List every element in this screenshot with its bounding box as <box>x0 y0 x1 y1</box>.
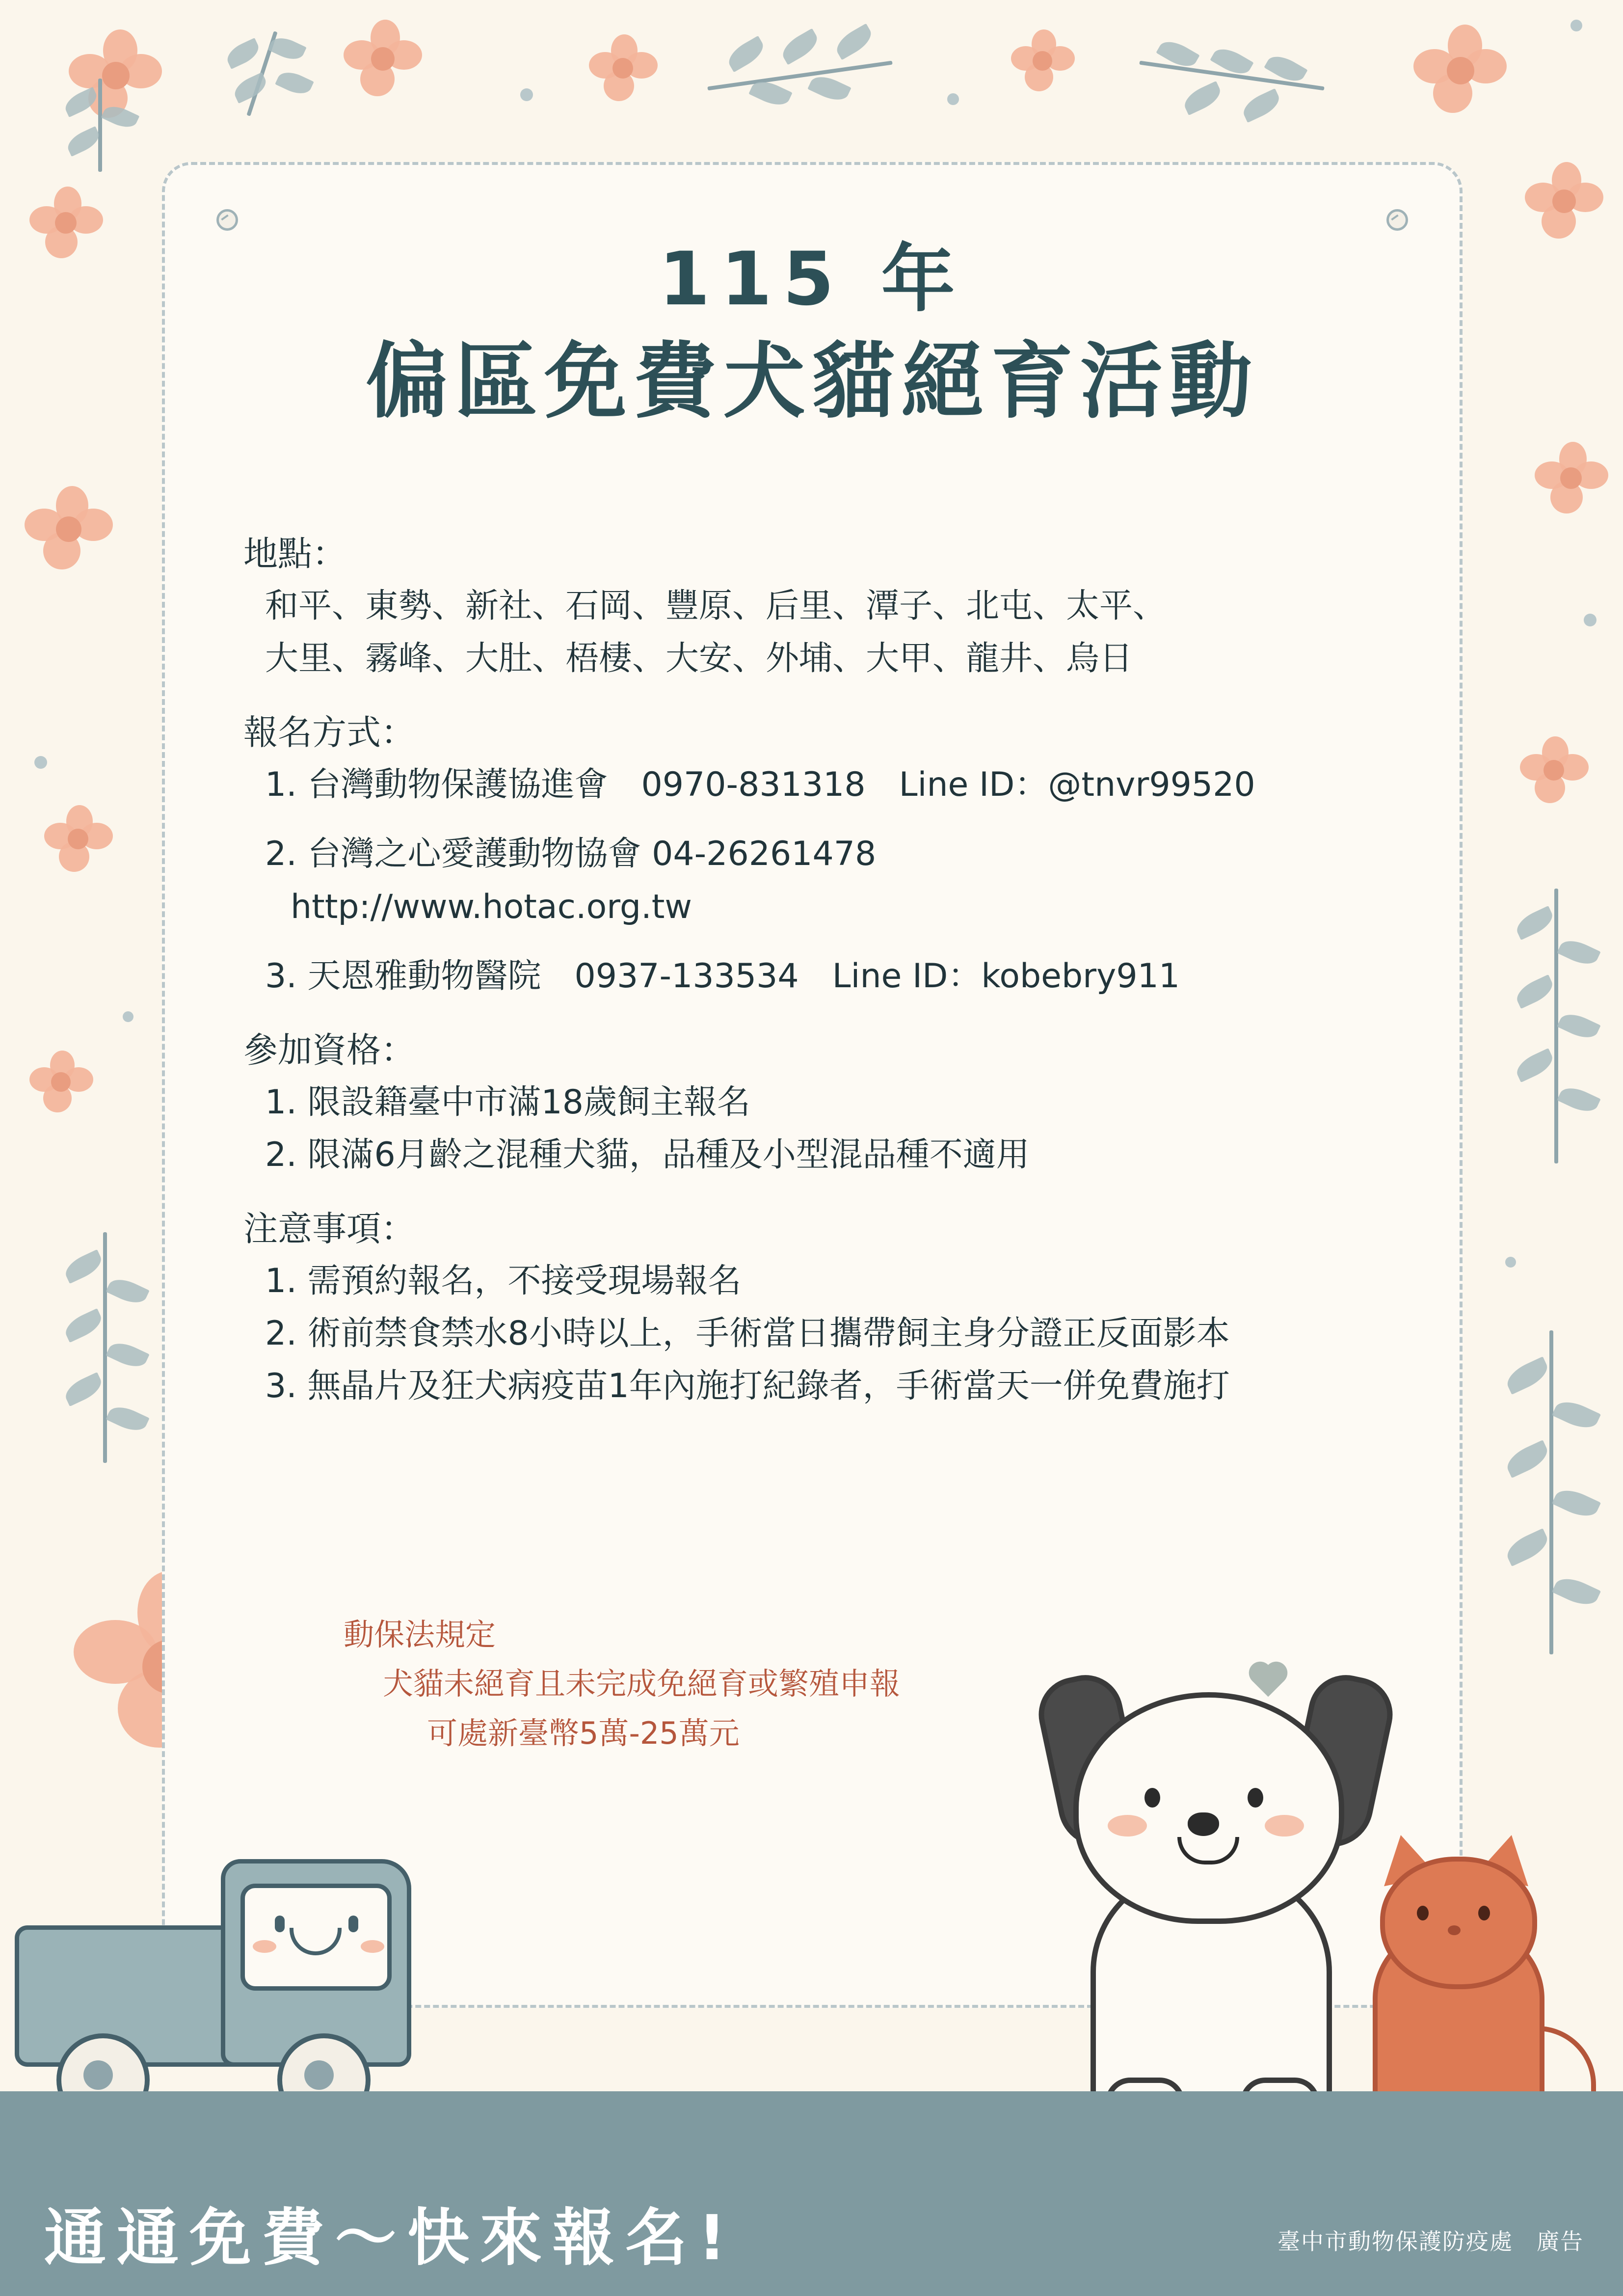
registration-option-3: 3. 天恩雅動物醫院 0937-133534 Line ID：kobebry911 <box>265 957 1180 996</box>
registration-website-link[interactable]: http://www.hotac.org.tw <box>291 887 692 926</box>
dot-decoration <box>1584 614 1596 626</box>
leaf-spray-icon <box>697 15 903 123</box>
dog-illustration <box>1044 1658 1387 2129</box>
legal-warning <box>344 1610 900 1758</box>
flower-icon <box>1413 25 1507 118</box>
flower-icon <box>589 34 658 103</box>
truck-illustration <box>10 1830 501 2134</box>
dog-blush-right <box>1265 1815 1304 1837</box>
note-item: 3. 無晶片及狂犬病疫苗1年內施打紀錄者，手術當天一併免費施打 <box>265 1367 1230 1406</box>
truck-blush-left <box>253 1940 276 1953</box>
dot-decoration <box>520 88 533 101</box>
section-heading: 注意事項： <box>243 1208 415 1249</box>
section-heading: 報名方式： <box>243 712 415 753</box>
ground-strip <box>0 2091 1623 2150</box>
truck-eye-right <box>348 1916 358 1932</box>
section-line: 和平、東勢、新社、石岡、豐原、后里、潭子、北屯、太平、 <box>265 587 1167 625</box>
leaf-spray-icon <box>49 1227 157 1473</box>
leaf-spray-icon <box>1129 20 1335 128</box>
footer-slogan: 通通免費～快來報名! <box>44 2202 737 2274</box>
registration-option-2: 2. 台灣之心愛護動物協會 04-26261478 <box>265 835 877 874</box>
section-eligibility <box>243 1025 1397 1182</box>
decorative-border-right <box>1461 0 1623 2150</box>
footer-bar <box>0 2150 1623 2296</box>
cat-illustration <box>1353 1830 1559 2134</box>
dot-decoration <box>34 756 47 769</box>
spacer <box>243 933 1397 950</box>
flower-icon <box>344 20 422 98</box>
warning-line-2: 犬貓未絕育且未完成免絕育或繁殖申報 <box>383 1666 901 1702</box>
dog-blush-left <box>1108 1815 1147 1837</box>
cat-eye-left <box>1417 1906 1429 1920</box>
section-heading: 參加資格： <box>243 1029 415 1070</box>
poster-title <box>165 234 1460 435</box>
leaf-spray-icon <box>1490 1325 1613 1669</box>
spacer <box>243 811 1397 828</box>
poster-body <box>243 528 1397 1434</box>
note-item: 2. 術前禁食禁水8小時以上，手術當日攜帶飼主身分證正反面影本 <box>265 1314 1230 1353</box>
warning-line-3: 可處新臺幣5萬-25萬元 <box>427 1715 740 1751</box>
title-year: 115 年 <box>659 237 966 322</box>
screw-icon <box>1386 209 1408 231</box>
dot-decoration <box>947 93 959 105</box>
section-locations <box>243 528 1397 685</box>
section-heading: 地點： <box>243 534 346 574</box>
decorative-border-left <box>0 0 162 2150</box>
dog-nose <box>1188 1812 1219 1836</box>
leaf-spray-icon <box>1500 884 1608 1178</box>
truck-eye-left <box>275 1916 285 1932</box>
section-registration <box>243 707 1397 1003</box>
flower-icon <box>29 187 103 260</box>
dot-decoration <box>1570 20 1582 31</box>
dot-decoration <box>123 1011 133 1022</box>
flower-icon <box>44 805 113 874</box>
cat-eye-right <box>1478 1906 1490 1920</box>
flower-icon <box>25 486 113 574</box>
flower-icon <box>1535 442 1608 515</box>
title-main: 偏區免費犬貓絕育活動 <box>366 333 1259 430</box>
leaf-spray-icon <box>206 20 324 128</box>
decorative-border-top <box>0 0 1623 162</box>
eligibility-item: 1. 限設籍臺中市滿18歲飼主報名 <box>265 1082 751 1122</box>
section-notes <box>243 1203 1397 1413</box>
section-line: 大里、霧峰、大肚、梧棲、大安、外埔、大甲、龍井、烏日 <box>265 639 1133 678</box>
dog-eye-right <box>1248 1788 1263 1808</box>
note-item: 1. 需預約報名，不接受現場報名 <box>265 1261 742 1300</box>
truck-blush-right <box>361 1940 384 1953</box>
cat-head <box>1380 1857 1537 1989</box>
cat-nose <box>1448 1925 1461 1935</box>
leaf-spray-icon <box>54 74 152 182</box>
flower-icon <box>69 29 162 123</box>
dog-eye-left <box>1144 1788 1160 1808</box>
dot-decoration <box>1505 1257 1516 1268</box>
footer-credit: 臺中市動物保護防疫處 廣告 <box>1277 2228 1584 2255</box>
flower-icon <box>1520 736 1589 805</box>
flower-icon <box>29 1051 93 1114</box>
registration-option-1: 1. 台灣動物保護協進會 0970-831318 Line ID：@tnvr99520 <box>265 765 1255 804</box>
warning-line-1: 動保法規定 <box>344 1617 496 1652</box>
screw-icon <box>216 209 238 231</box>
eligibility-item: 2. 限滿6月齡之混種犬貓，品種及小型混品種不適用 <box>265 1135 1030 1175</box>
flower-icon <box>1011 29 1075 93</box>
flower-icon <box>1525 162 1603 241</box>
dog-head <box>1073 1692 1344 1924</box>
